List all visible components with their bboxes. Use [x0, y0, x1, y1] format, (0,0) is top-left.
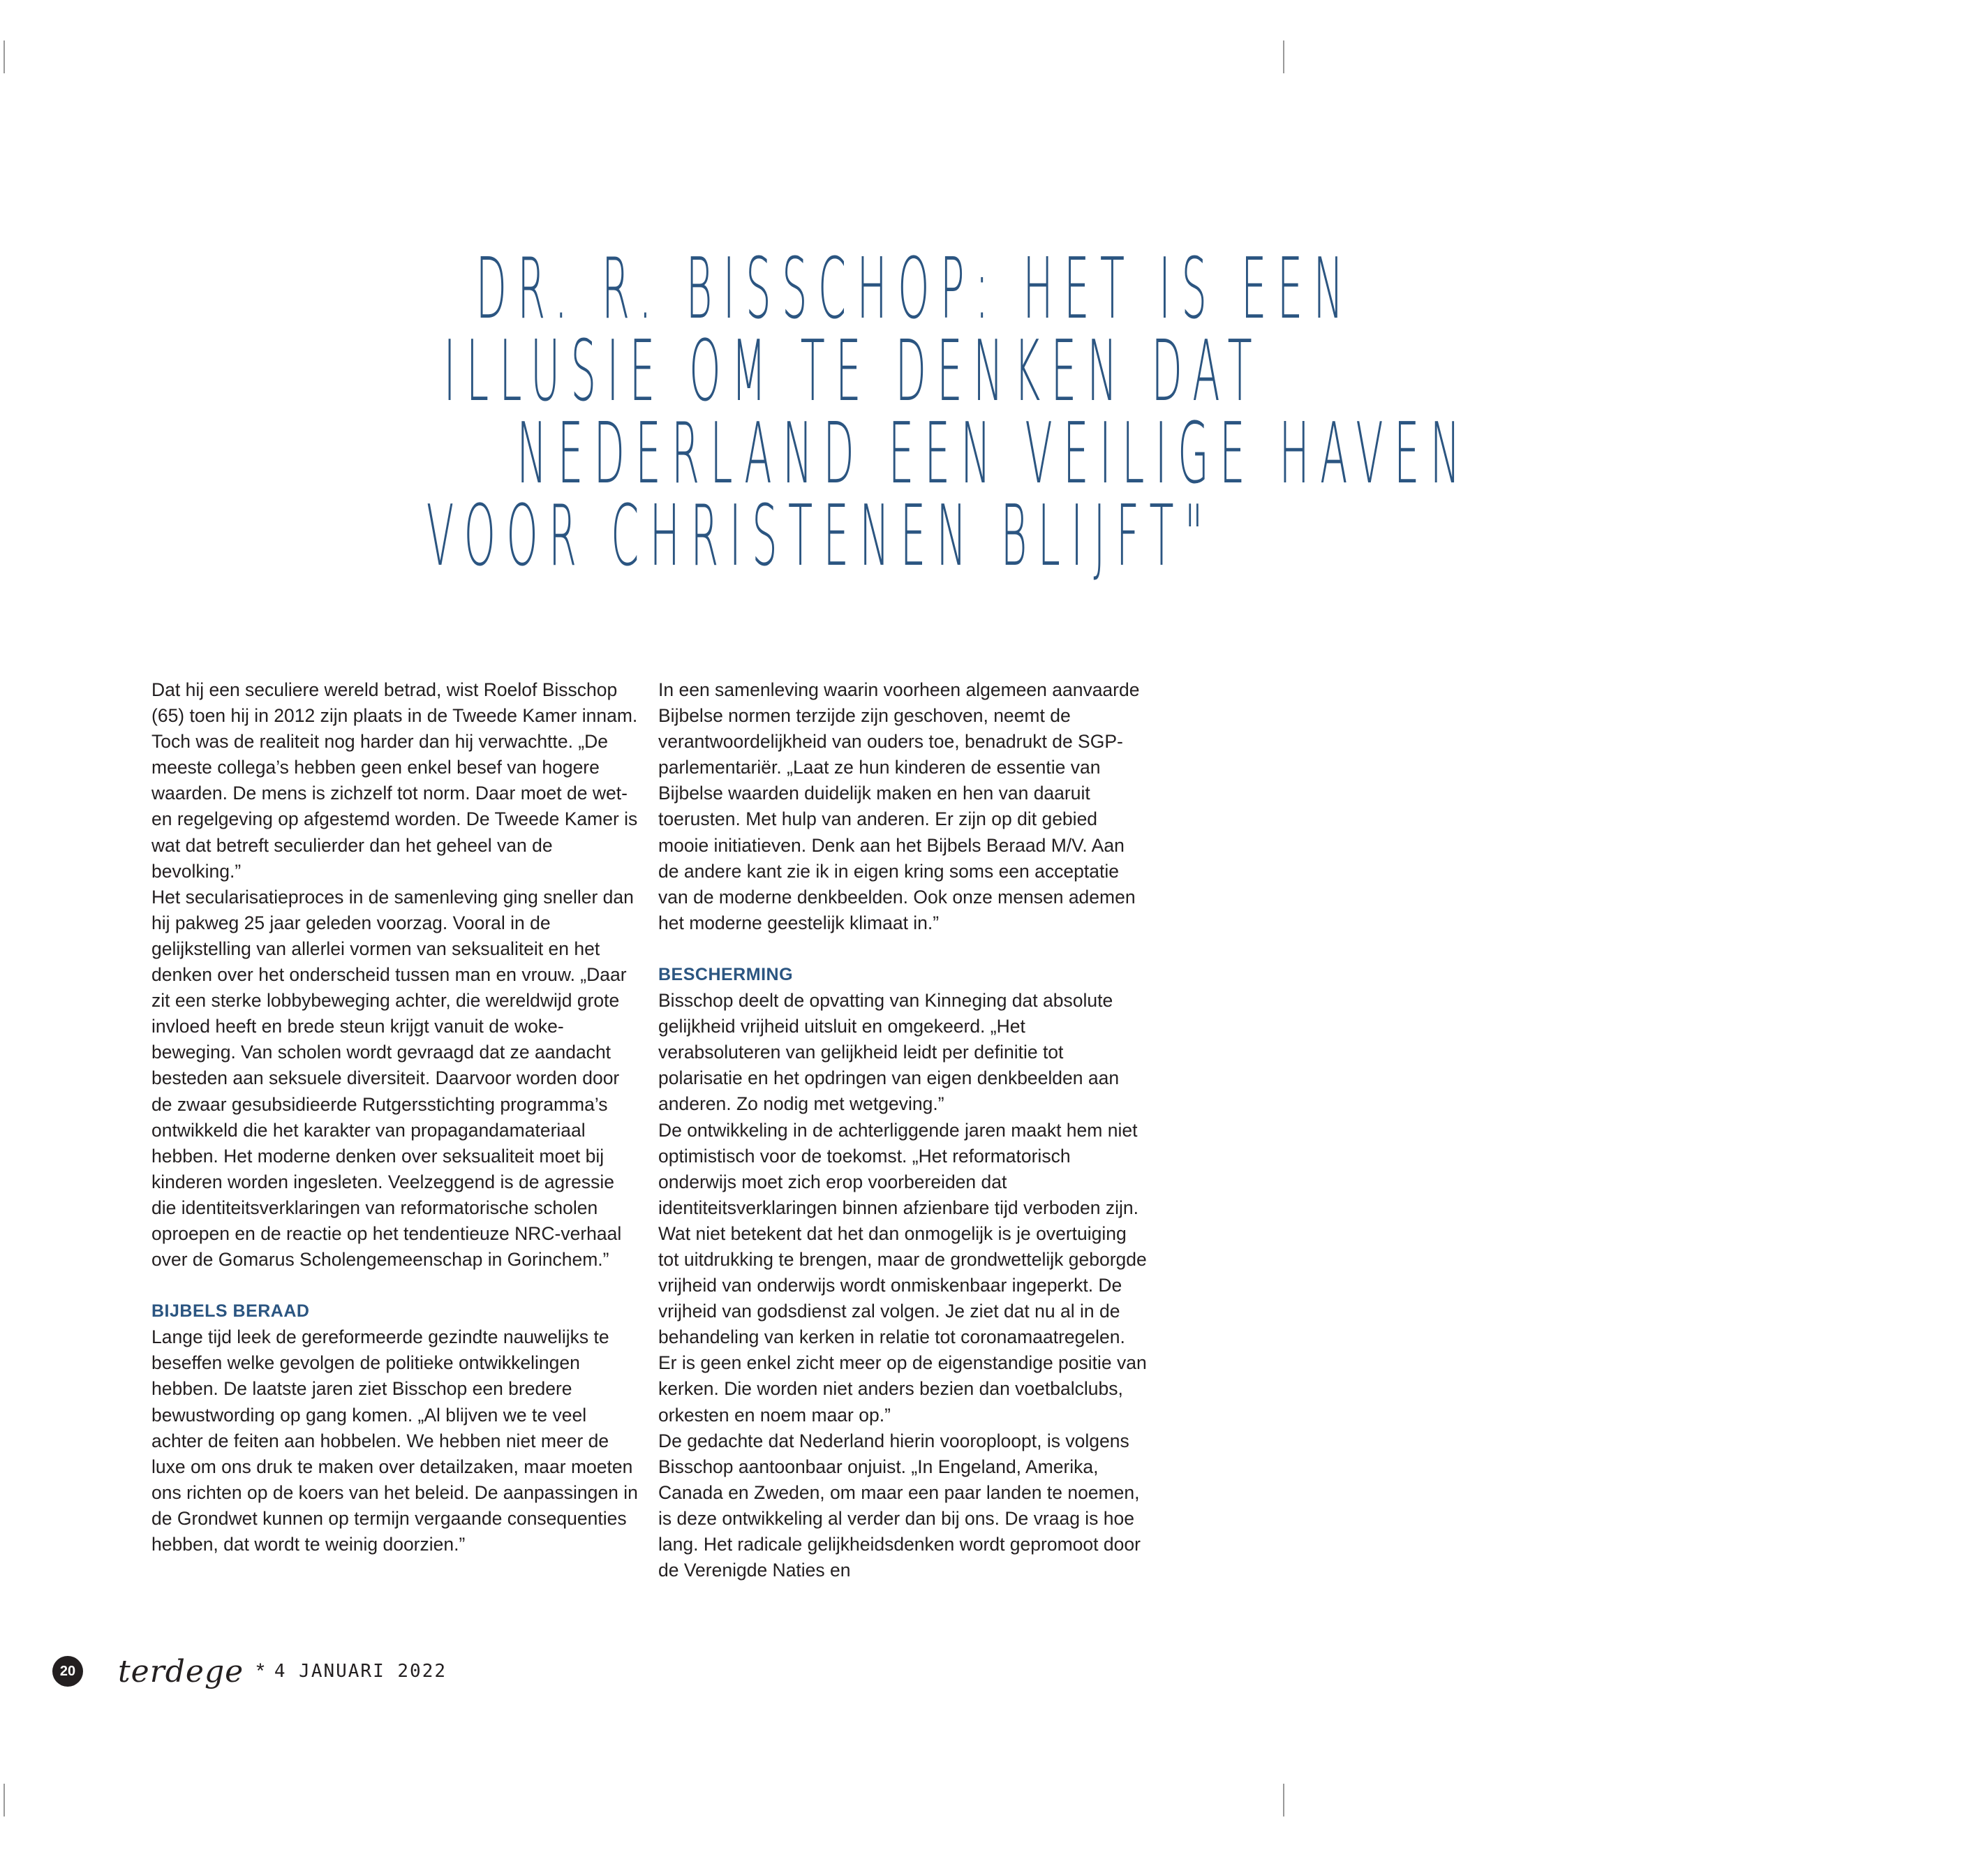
magazine-logo: terdege [118, 1653, 244, 1689]
crop-mark-top-left [3, 40, 5, 73]
page-number-badge: 20 [52, 1656, 83, 1687]
asterisk-separator-icon: * [256, 1659, 265, 1682]
issue-date: 4 JANUARI 2022 [274, 1661, 447, 1682]
body-paragraph: In een samenleving waarin voorheen algemeen aanvaarde Bijbelse normen terzijde zijn geschoven, neemt de verantwoordelijkheid van ouders toe, benadrukt de SGP-parlementariër. „Laat ze hun kinderen de essentie van Bijbelse waarden duidelijk maken en hen van daaruit toerusten. Met hulp van anderen. Er zijn op dit gebied mooie initiatieven. Denk aan het Bijbels Beraad M/V. Aan de andere kant zie ik in eigen kring soms een acceptatie van de moderne denkbeelden. Ook onze mensen ademen het moderne geestelijk klimaat in.” [658, 679, 1140, 933]
subheading-bescherming: BESCHERMING [658, 964, 794, 984]
body-paragraph: De ontwikkeling in de achterliggende jaren maakt hem niet optimistisch voor de toekomst. „Het reformatorisch onderwijs moet zich erop voorbereiden dat identiteitsverklaringen binnen afzienbare tijd verboden zijn. Wat niet betekent dat het dan onmogelijk is je overtuiging tot uitdrukking te brengen, maar de grondwettelijk geborgde vrijheid van onderwijs wordt onmiskenbaar ingeperkt. De vrijheid van godsdienst zal volgen. Je ziet dat nu al in de behandeling van kerken in relatie tot coronamaatregelen. Er is geen enkel zicht meer op de eigenstandige positie van kerken. Die worden niet anders bezien dan voetbalclubs, orkesten en noem maar op.” [658, 1119, 1147, 1426]
body-paragraph: Bisschop deelt de opvatting van Kinneging dat absolute gelijkheid vrijheid uitsluit en omgekeerd. „Het verabsoluteren van gelijkheid leidt per definitie tot polarisatie en het opdringen van eigen denkbeelden aan anderen. Zo nodig met wetgeving.” [658, 990, 1120, 1115]
headline-line-4 [0, 488, 1288, 585]
subheading-bijbels-beraad: BIJBELS BERAAD [151, 1301, 310, 1322]
crop-mark-bottom-right [1283, 1784, 1284, 1817]
body-paragraph: Dat hij een seculiere wereld betrad, wist Roelof Bisschop (65) toen hij in 2012 zijn plaats in de Tweede Kamer innam. Toch was de realiteit nog harder dan hij verwachtte. „De meeste collega’s hebben geen enkel besef van hogere waarden. De mens is zichzelf tot norm. Daar moet de wet- en regelgeving op afgestemd worden. De Tweede Kamer is wat dat betreft seculierder dan het geheel van de bevolking.” [151, 679, 638, 882]
left-column [151, 677, 640, 1558]
headline-text-2: ILLUSIE OM TE DENKEN DAT [443, 323, 1263, 420]
body-paragraph: De gedachte dat Nederland hierin vooroploopt, is volgens Bisschop aantoonbaar onjuist. „In Engeland, Amerika, Canada en Zweden, om maar een paar landen te noemen, is deze ontwikkeling al verder dan bij ons. De vraag is hoe lang. Het radicale gelijkheidsdenken wordt gepromoot door de Verenigde Naties en [658, 1430, 1141, 1581]
article-headline [0, 241, 1471, 585]
headline-text-4: VOOR CHRISTENEN BLIJFT" [426, 488, 1214, 585]
page-footer [52, 1655, 447, 1688]
headline-text-1: DR. R. BISSCHOP: HET IS EEN [475, 241, 1354, 338]
crop-mark-top-right [1283, 40, 1284, 73]
crop-mark-bottom-left [3, 1784, 5, 1817]
right-column [658, 677, 1147, 1583]
body-paragraph: Het secularisatieproces in de samenleving ging sneller dan hij pakweg 25 jaar geleden voorzag. Vooral in de gelijkstelling van allerlei vormen van seksualiteit en het denken over het onderscheid tussen man en vrouw. „Daar zit een sterke lobbybeweging achter, die wereldwijd grote invloed heeft en brede steun krijgt vanuit de woke-beweging. Van scholen wordt gevraagd dat ze aandacht besteden aan seksuele diversiteit. Daarvoor worden door de zwaar gesubsidieerde Rutgersstichting programma’s ontwikkeld die het karakter van propagandamateriaal hebben. Het moderne denken over seksualiteit moet bij kinderen worden ingesleten. Veelzeggend is de agressie die identiteitsverklaringen van reformatorische scholen oproepen en de reactie op het tendentieuze NRC-verhaal over de Gomarus Scholengemeenschap in Gorinchem.” [151, 886, 634, 1271]
headline-text-3: NEDERLAND EEN VEILIGE HAVEN [517, 406, 1471, 503]
body-paragraph: Lange tijd leek de gereformeerde gezindte nauwelijks te beseffen welke gevolgen de politieke ontwikkelingen hebben. De laatste jaren ziet Bisschop een bredere bewustwording op gang komen. „Al blijven we te veel achter de feiten aan hobbelen. We hebben niet meer de luxe om ons druk te maken over detailzaken, maar moeten ons richten op de koers van het beleid. De aanpassingen in de Grondwet kunnen op termijn vergaande consequenties hebben, dat wordt te weinig doorzien.” [151, 1326, 638, 1555]
